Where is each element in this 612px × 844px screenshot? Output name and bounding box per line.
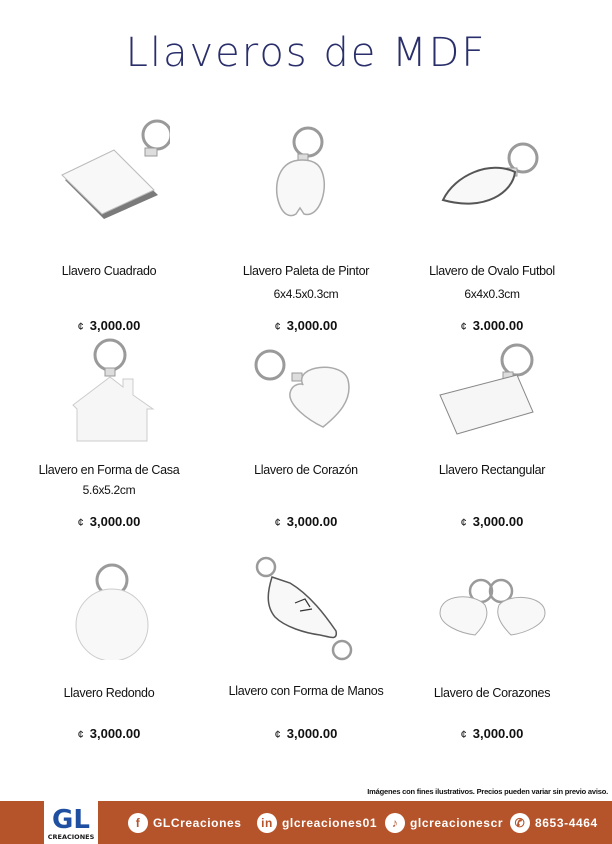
painter-palette-keychain-image [260,120,340,230]
product-name: Llavero con Forma de Manos [228,684,384,698]
facebook-handle: GLCreaciones [153,816,242,830]
whatsapp-number: 8653-4464 [535,816,598,830]
tiktok-handle: glcreacionescr [410,816,504,830]
product-name: Llavero Paleta de Pintor [242,264,370,278]
product-price: ¢ 3,000.00 [77,318,141,333]
product-price: ¢ 3.000.00 [460,318,524,333]
whatsapp-link[interactable] [510,812,598,834]
product-name: Llavero de Corazones [433,686,551,700]
linkedin-handle: glcreaciones01 [282,816,378,830]
product-price: ¢ 3,000.00 [77,514,141,529]
facebook-link[interactable] [128,812,242,834]
hands-keychain-image [250,555,360,665]
product-dimensions: 6x4.5x0.3cm [273,287,339,301]
facebook-icon: f [128,813,148,833]
product-name: Llavero en Forma de Casa [38,463,180,477]
round-keychain-image [70,560,160,660]
svg-text:GL: GL [52,805,90,835]
product-name: Llavero Rectangular [438,463,546,477]
product-dimensions: 6x4x0.3cm [464,287,520,301]
rectangular-keychain-image [435,340,550,440]
product-price: ¢ 3,000.00 [77,726,141,741]
heart-keychain-image [248,345,368,435]
product-name: Llavero Redondo [63,686,155,700]
product-price: ¢ 3,000.00 [274,514,338,529]
whatsapp-icon: ✆ [510,813,530,833]
product-name: Llavero Cuadrado [61,264,157,278]
double-heart-keychain-image [435,575,550,640]
disclaimer-text: Imágenes con fines ilustrativos. Precios pueden variar sin previo aviso. [367,787,608,796]
tiktok-link[interactable] [385,812,503,834]
football-oval-keychain-image [435,130,555,220]
page-title: Llaveros de MDF [125,30,487,76]
gl-creaciones-logo [44,798,98,844]
linkedin-icon: in [257,813,277,833]
product-name: Llavero de Ovalo Futbol [429,264,555,278]
product-price: ¢ 3,000.00 [274,318,338,333]
product-dimensions: 5.6x5.2cm [82,483,136,497]
square-keychain-image [40,115,170,225]
product-price: ¢ 3,000.00 [460,514,524,529]
svg-text:CREACIONES: CREACIONES [47,833,95,841]
product-price: ¢ 3,000.00 [274,726,338,741]
product-name: Llavero de Corazón [254,463,358,477]
linkedin-link[interactable] [257,812,377,834]
product-price: ¢ 3,000.00 [460,726,524,741]
tiktok-icon: ♪ [385,813,405,833]
house-keychain-image [65,335,165,445]
